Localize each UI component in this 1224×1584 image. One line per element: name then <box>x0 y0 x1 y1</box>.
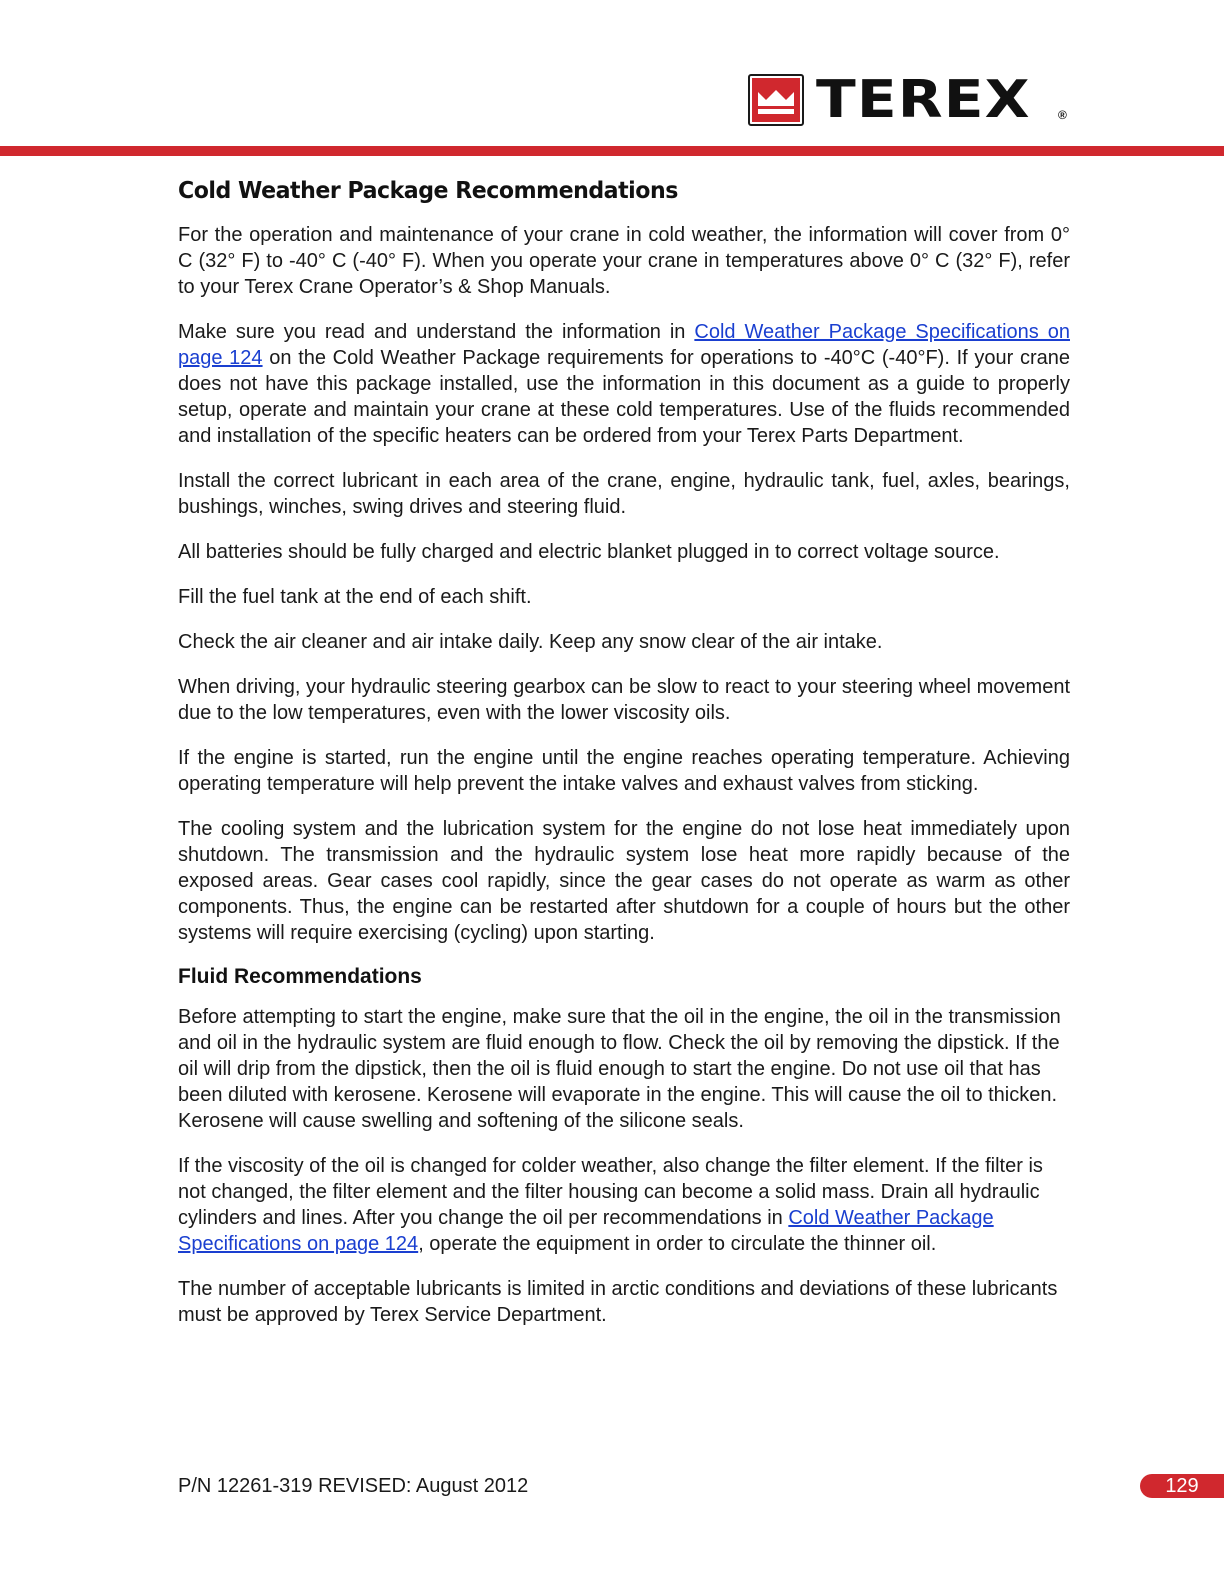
logo-wordmark: TEREX <box>816 70 1031 130</box>
header-rule <box>0 146 1224 156</box>
section-heading-fluid: Fluid Recommendations <box>178 965 422 988</box>
paragraph-fuel-tank: Fill the fuel tank at the end of each shift. <box>178 586 532 608</box>
terex-logo <box>748 70 1067 130</box>
paragraph-batteries: All batteries should be fully charged and electric blanket plugged in to correct voltage source. <box>178 541 1000 563</box>
paragraph-text: Make sure you read and understand the information in <box>178 321 695 343</box>
paragraph-intro: For the operation and maintenance of your crane in cold weather, the information will cover from 0° C (32° F) to -40° C (-40° F). When you operate your crane in temperatures above 0° C (32° F), refer to your Terex Crane Operator’s & Shop Manuals. <box>178 224 1070 298</box>
terex-crown-icon <box>748 74 804 126</box>
page-content <box>178 178 1070 1347</box>
paragraph-viscosity <box>178 1153 1070 1257</box>
paragraph-oil-check: Before attempting to start the engine, make sure that the oil in the engine, the oil in the transmission and oil in the hydraulic system are fluid enough to flow. Check the oil by removing the dipstick. If the oil will drip from the dipstick, then the oil is fluid enough to start the engine. Do not use oil that has been diluted with kerosene. Kerosene will evaporate in the engine. This will cause the oil to thicken. Kerosene will cause swelling and softening of the silicone seals. <box>178 1006 1061 1132</box>
paragraph-cooling-system: The cooling system and the lubrication system for the engine do not lose heat immediately upon shutdown. The transmission and the hydraulic system lose heat more rapidly because of the exposed areas. Gear cases cool rapidly, since the gear cases do not operate as warm as other components. Thus, the engine can be restarted after shutdown for a couple of hours but the other systems will require exercising (cycling) upon starting. <box>178 818 1070 944</box>
paragraph-text: If the viscosity of the oil is changed for colder weather, also change the filter element. If the filter is not changed, the filter element and the filter housing can become a solid mass. Drain all hydraulic cylinders and lines. After you change the oil per recommendations in <box>178 1155 1043 1229</box>
paragraph-package-specs <box>178 319 1070 449</box>
paragraph-lubricant-approval: The number of acceptable lubricants is limited in arctic conditions and deviations of these lubricants must be approved by Terex Service Department. <box>178 1278 1058 1326</box>
page-number-badge: 129 <box>1140 1474 1224 1498</box>
paragraph-lubricant: Install the correct lubricant in each area of the crane, engine, hydraulic tank, fuel, axles, bearings, bushings, winches, swing drives and steering fluid. <box>178 470 1070 518</box>
paragraph-steering: When driving, your hydraulic steering gearbox can be slow to react to your steering wheel movement due to the low temperatures, even with the lower viscosity oils. <box>178 676 1070 724</box>
page-title: Cold Weather Package Recommendations <box>178 178 678 204</box>
paragraph-text: , operate the equipment in order to circulate the thinner oil. <box>418 1233 937 1255</box>
paragraph-text: on the Cold Weather Package requirements for operations to -40°C (-40°F). If your crane does not have this package installed, use the information in this document as a guide to properly setup, operate and maintain your crane at these cold temperatures. Use of the fluids recommended and installation of the specific heaters can be ordered from your Terex Parts Department. <box>178 347 1071 447</box>
paragraph-air-cleaner: Check the air cleaner and air intake daily. Keep any snow clear of the air intake. <box>178 631 883 653</box>
footer-part-number: P/N 12261-319 REVISED: August 2012 <box>178 1475 529 1497</box>
paragraph-engine-start: If the engine is started, run the engine until the engine reaches operating temperature. Achieving operating temperature will help prevent the intake valves and exhaust valves from sticking. <box>178 747 1070 795</box>
registered-mark: ® <box>1058 108 1067 122</box>
specifications-link[interactable]: Cold Weather Package Specifications on page 124 <box>178 321 1070 369</box>
specifications-link[interactable]: Cold Weather Package Specifications on page 124 <box>178 1207 994 1255</box>
